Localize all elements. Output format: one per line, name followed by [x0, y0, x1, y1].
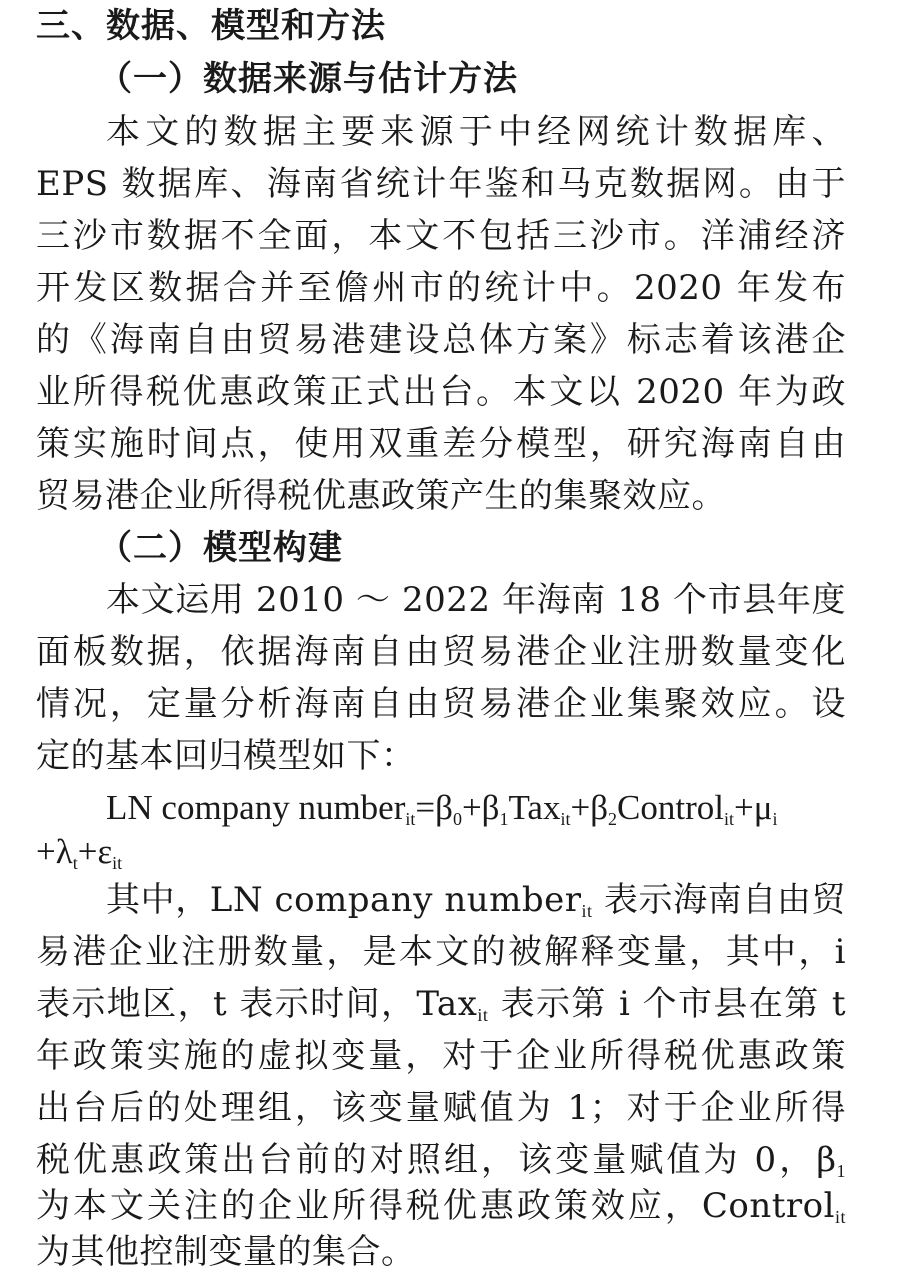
paragraph-line: 本文运用 2010 ～ 2022 年海南 18 个市县年度: [106, 580, 846, 620]
subsection-title-data-sources: （一）数据来源与估计方法: [98, 59, 518, 99]
paragraph-line: 情况，定量分析海南自由贸易港企业集聚效应。设: [36, 684, 846, 724]
paragraph-line: EPS 数据库、海南省统计年鉴和马克数据网。由于: [36, 164, 846, 204]
regression-formula-line1: LN company $number_{it}=\beta_0+\beta_1Tax_{it}+\beta_2Control_{it}+\mu_i$: [106, 788, 778, 829]
paragraph-line: 定的基本回归模型如下：: [36, 736, 416, 776]
paragraph-line: 本文的数据主要来源于中经网统计数据库、: [106, 112, 846, 152]
formula-lhs: LN company number: [106, 788, 406, 827]
section-title: 三、数据、模型和方法: [36, 6, 386, 46]
paragraph-line: 表示地区，t 表示时间，Tax$_{it}$ 表示第 i 个市县在第 t: [36, 984, 846, 1025]
paragraph-line: 三沙市数据不全面，本文不包括三沙市。洋浦经济: [36, 216, 846, 256]
paragraph-line: 业所得税优惠政策正式出台。本文以 2020 年为政: [36, 372, 846, 412]
paragraph-line: 易港企业注册数量，是本文的被解释变量，其中，i: [36, 932, 846, 972]
paragraph-line: 出台后的处理组，该变量赋值为 1；对于企业所得: [36, 1088, 846, 1128]
paragraph-line: 贸易港企业所得税优惠政策产生的集聚效应。: [36, 476, 726, 516]
paragraph-line: 年政策实施的虚拟变量，对于企业所得税优惠政策: [36, 1036, 846, 1076]
paragraph-line: 其中，LN company number$_{it}$ 表示海南自由贸: [106, 880, 846, 921]
paragraph-line: 面板数据，依据海南自由贸易港企业注册数量变化: [36, 632, 846, 672]
paragraph-line: 为本文关注的企业所得税优惠政策效应，Control$_{it}$: [36, 1186, 846, 1227]
paragraph-line: 为其他控制变量的集合。: [36, 1232, 416, 1272]
regression-formula-line2: $+\lambda_t+\varepsilon_{it}$: [36, 832, 123, 873]
paragraph-line: 税优惠政策出台前的对照组，该变量赋值为 0，$\beta_1$: [36, 1140, 846, 1181]
paragraph-line: 的《海南自由贸易港建设总体方案》标志着该港企: [36, 320, 846, 360]
paragraph-line: 策实施时间点，使用双重差分模型，研究海南自由: [36, 424, 846, 464]
paragraph-line: 开发区数据合并至儋州市的统计中。2020 年发布: [36, 268, 846, 308]
subsection-title-model: （二）模型构建: [98, 528, 343, 568]
